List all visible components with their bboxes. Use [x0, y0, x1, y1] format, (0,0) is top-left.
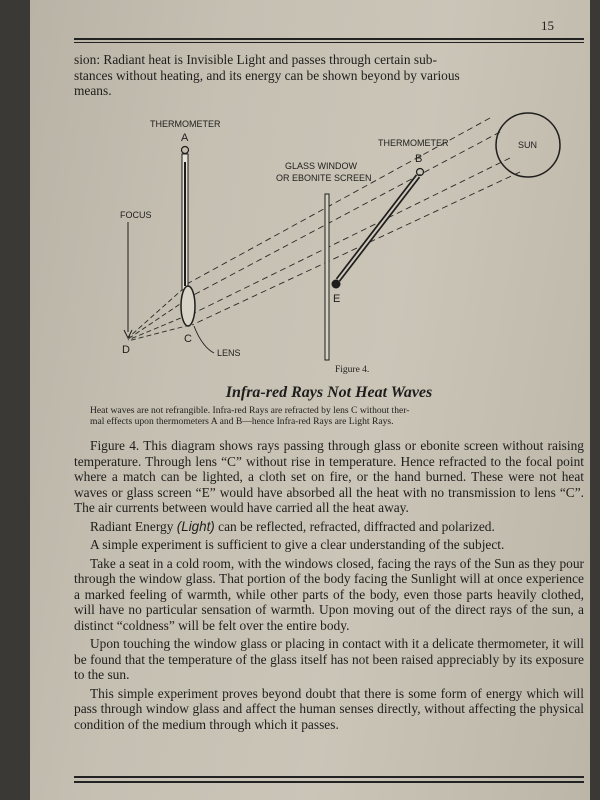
label-d: D	[122, 344, 130, 356]
intro-line-2: stances without heating, and its energy can be shown beyond by various	[74, 67, 460, 83]
paragraph-5: Upon touching the window glass or placing in contact with it a delicate thermometer, it will be found that the temperature of the glass itself has not been raised appreciably by its exposure to the sun.	[74, 636, 584, 682]
label-glass-window-1: GLASS WINDOW	[285, 161, 358, 171]
light-rays	[185, 118, 520, 325]
bottom-rule	[74, 776, 584, 778]
label-sun: SUN	[518, 140, 538, 150]
intro-line-3: means.	[74, 83, 112, 98]
paragraph-2-start: Radiant Energy	[90, 518, 174, 534]
figure-caption: Figure 4.	[335, 365, 370, 375]
intro-line-1: sion: Radiant heat is Invisible Light and passes through certain sub-	[74, 52, 437, 67]
ray-4	[192, 172, 520, 325]
lens-pointer	[194, 326, 214, 353]
paragraph-2	[74, 519, 584, 535]
figure-explanation	[90, 405, 580, 427]
glass-window-screen	[325, 194, 329, 360]
bottom-rule-2	[74, 781, 584, 783]
label-a: A	[181, 132, 189, 144]
figure-4-diagram	[80, 110, 580, 380]
thermometer-b-bulb	[332, 280, 341, 289]
paragraph-3: A simple experiment is sufficient to give a clear understanding of the subject.	[90, 537, 505, 552]
label-thermometer-b: THERMOMETER	[378, 138, 449, 148]
intro-paragraph	[74, 52, 584, 99]
lens-c	[181, 286, 195, 326]
paragraph-2-italic: (Light)	[176, 518, 215, 534]
label-lens: LENS	[217, 348, 241, 358]
page-number: 15	[541, 18, 554, 33]
figure-explanation-line-1: Heat waves are not refrangible. Infra-red Rays are refracted by lens C without ther-	[90, 405, 410, 416]
figure-explanation-line-2: mal effects upon thermometers A and B—hence Infra-red Rays are Light Rays.	[90, 416, 394, 427]
top-rule-thin	[74, 42, 584, 43]
thermometer-b-glass	[338, 176, 418, 280]
book-page	[30, 0, 590, 800]
label-focus: FOCUS	[120, 210, 152, 220]
top-rule	[74, 38, 584, 40]
paragraph-6: This simple experiment proves beyond doubt that there is some form of energy which will pass through window glass and affect the human senses directly, without affecting the physical condition of the medium through which it passes.	[74, 685, 584, 732]
focus-ray-1	[128, 288, 184, 338]
label-c: C	[184, 333, 192, 345]
label-thermometer-a: THERMOMETER	[150, 119, 221, 129]
thermometer-a-bulb-top	[182, 147, 189, 154]
label-e: E	[333, 293, 341, 305]
section-heading: Infra-red Rays Not Heat Waves	[225, 384, 433, 401]
paragraph-4: Take a seat in a cold room, with the windows closed, facing the rays of the Sun as they pour through the window glass. That portion of the body facing the Sunlight will at once experience a marked feeling of warmth, while other parts of the body, even those parts heavily clothed, will have no particular sensation of warmth. Upon moving out of the direct rays of the sun, a distinct “coldness” will be felt over the entire body.	[74, 555, 584, 633]
paragraph-1: Figure 4. This diagram shows rays passing through glass or ebonite screen without raising temperature. Through lens “C” without rise in temperature. Hence refracted to the focal point where a match can be lighted, a cloth set on fire, or the hand burned. These were not heat waves or glass screen “E” would have absorbed all the heat with no transmission to lens “C”. The air currents between would have carried all the heat away.	[74, 438, 584, 515]
body-text	[74, 438, 584, 732]
paragraph-2-end: can be reflected, refracted, diffracted and polarized.	[218, 518, 495, 534]
label-b: B	[415, 153, 423, 165]
focused-rays	[128, 288, 190, 341]
label-glass-window-2: OR EBONITE SCREEN	[276, 173, 372, 183]
